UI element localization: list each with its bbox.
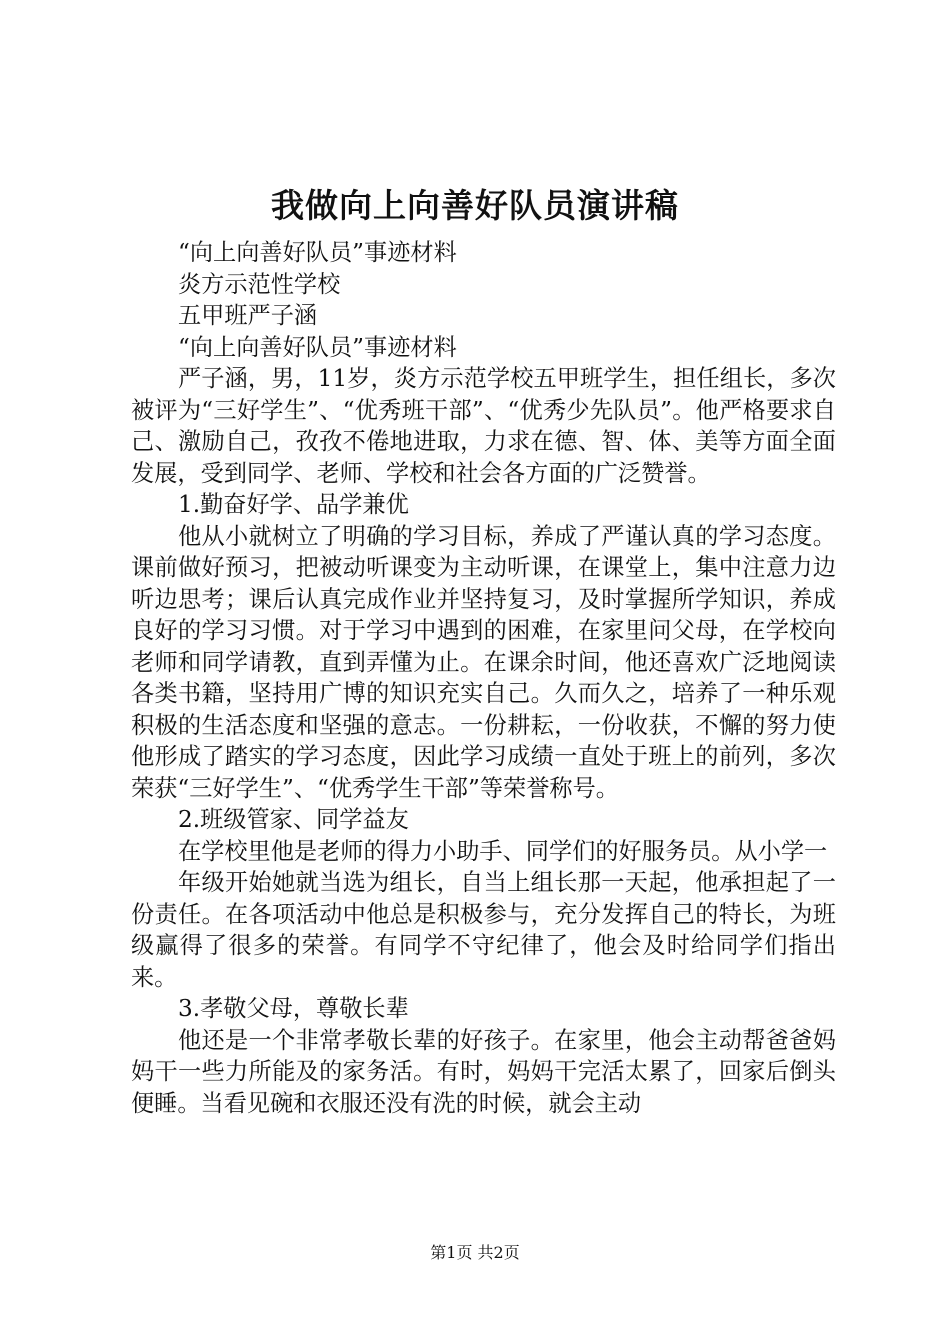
paragraph: 年级开始她就当选为组长，自当上组长那一天起，他承担起了一份责任。在各项活动中他总是积极参与，充分发挥自己的特长，为班级赢得了很多的荣誉。有同学不守纪律了，他会及时给同学们指出来。 [131, 869, 836, 991]
paragraph: 他从小就树立了明确的学习目标，养成了严谨认真的学习态度。课前做好预习，把被动听课变为主动听课，在课堂上，集中注意力边听边思考；课后认真完成作业并坚持复习，及时掌握所学知识，养成良好的学习习惯。对于学习中遇到的困难，在家里问父母，在学校向老师和同学请教，直到弄懂为止。在课余时间，他还喜欢广泛地阅读各类书籍，坚持用广博的知识充实自己。久而久之，培养了一种乐观积极的生活态度和坚强的意志。一份耕耘，一份收获，不懈的努力使他形成了踏实的学习态度，因此学习成绩一直处于班上的前列，多次荣获“三好学生”、“优秀学生干部”等荣誉称号。 [131, 522, 836, 802]
document-body [131, 237, 836, 1119]
paragraph: 在学校里他是老师的得力小助手、同学们的好服务员。从小学一 [178, 837, 828, 865]
paragraph: “向上向善好队员”事迹材料 [178, 333, 457, 361]
paragraph: 他还是一个非常孝敬长辈的好孩子。在家里，他会主动帮爸爸妈妈干一些力所能及的家务活。有时，妈妈干完活太累了，回家后倒头便睡。当看见碗和衣服还没有洗的时候，就会主动 [131, 1026, 836, 1117]
paragraph: “向上向善好队员”事迹材料 [178, 239, 457, 266]
page-footer: 第1页 共2页 [430, 1243, 520, 1262]
section-heading: 1.勤奋好学、品学兼优 [178, 491, 409, 518]
document-title: 我做向上向善好队员演讲稿 [271, 186, 679, 225]
section-heading: 3.孝敬父母，尊敬长辈 [178, 995, 409, 1022]
paragraph: 严子涵，男，11岁，炎方示范学校五甲班学生，担任组长，多次被评为“三好学生”、“优秀班干部”、“优秀少先队员”。他严格要求自己、激励自己，孜孜不倦地进取，力求在德、智、体、美等方面全面发展，受到同学、老师、学校和社会各方面的广泛赞誉。 [131, 365, 836, 487]
paragraph: 炎方示范性学校 [178, 270, 341, 298]
paragraph: 五甲班严子涵 [178, 302, 318, 329]
section-heading: 2.班级管家、同学益友 [178, 806, 409, 833]
